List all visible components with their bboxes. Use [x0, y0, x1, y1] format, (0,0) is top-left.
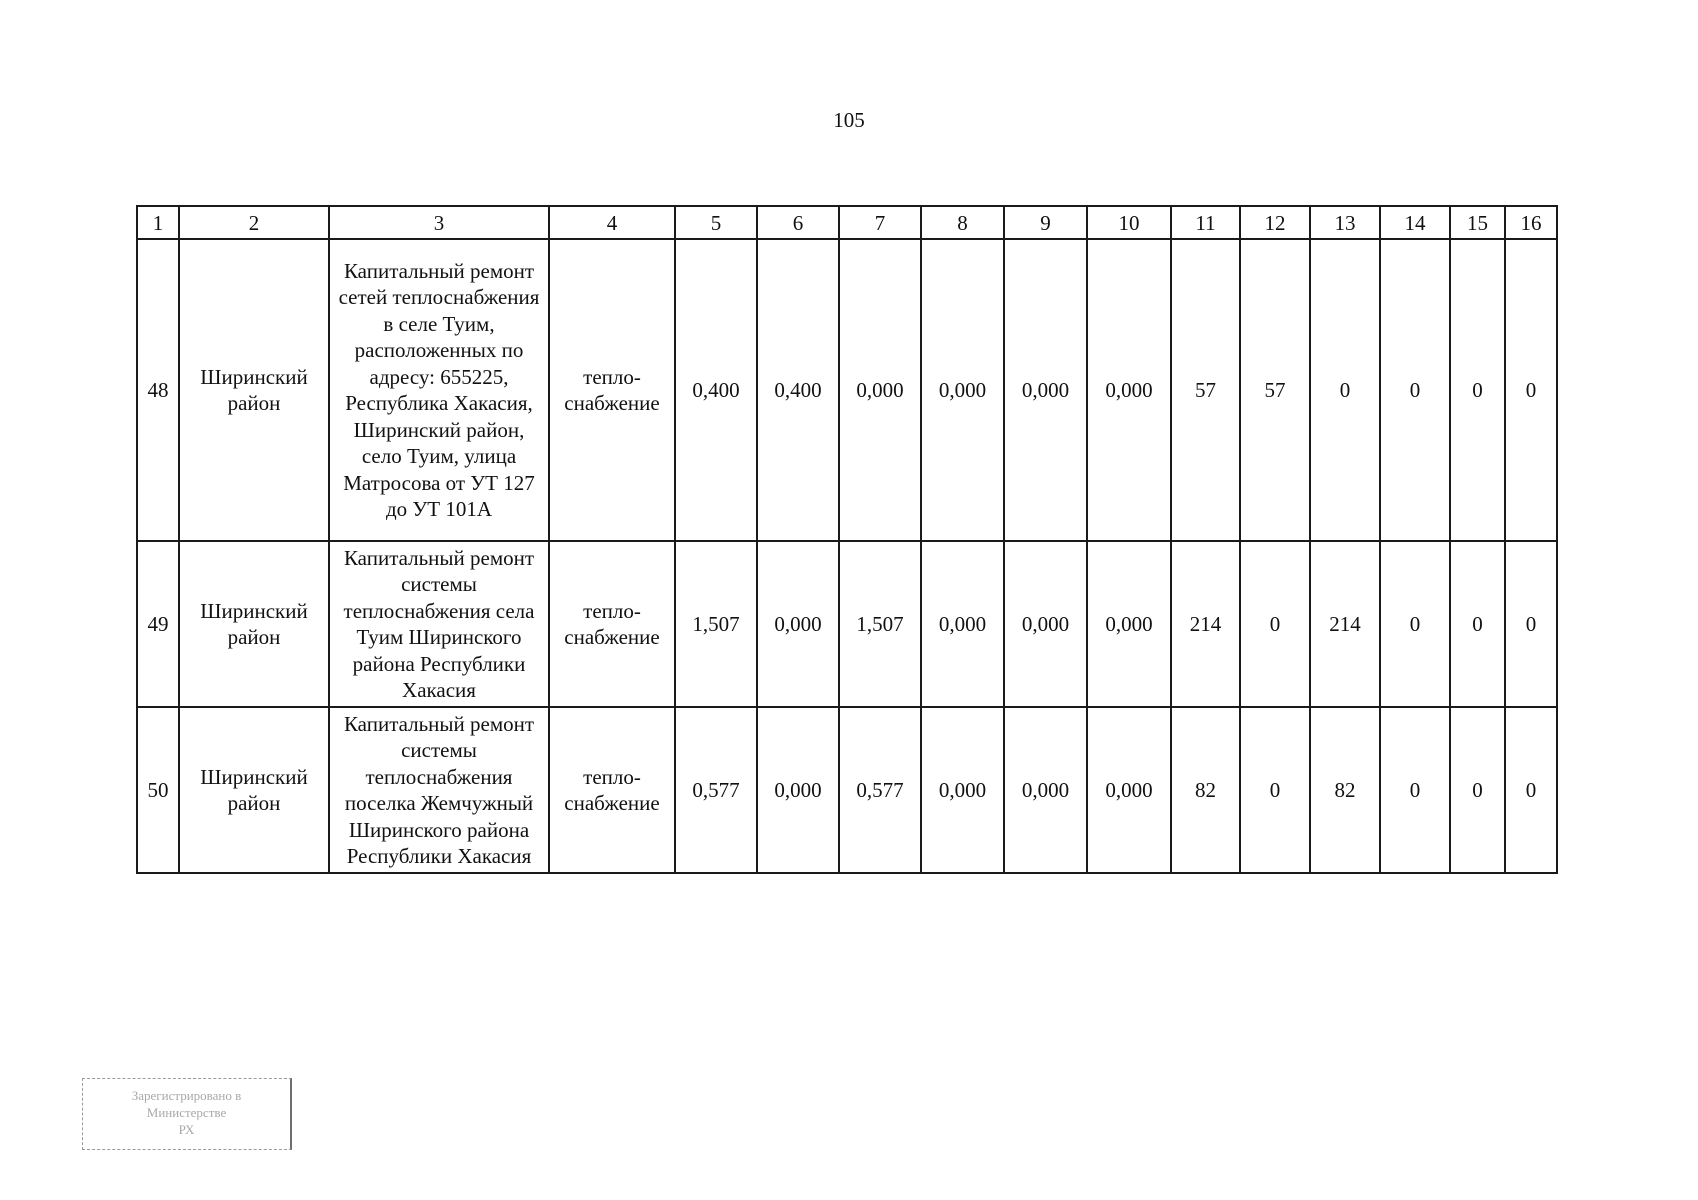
value-cell: 57	[1240, 239, 1310, 541]
column-header: 11	[1171, 206, 1240, 239]
value-cell: 1,507	[839, 541, 921, 707]
registration-stamp	[82, 1078, 292, 1150]
column-header: 6	[757, 206, 839, 239]
value-cell: 0	[1380, 541, 1450, 707]
type-cell: тепло-снабжение	[549, 541, 675, 707]
column-header: 4	[549, 206, 675, 239]
table-row	[137, 239, 1557, 541]
data-table	[136, 205, 1558, 874]
description-cell: Капитальный ремонт системы теплоснабжения села Туим Ширинского района Республики Хакасия	[329, 541, 549, 707]
value-cell: 0,000	[757, 707, 839, 873]
column-header: 1	[137, 206, 179, 239]
value-cell: 0	[1450, 707, 1505, 873]
value-cell: 0,577	[675, 707, 757, 873]
district-cell: Ширинский район	[179, 239, 329, 541]
column-header: 10	[1087, 206, 1171, 239]
value-cell: 0,000	[1087, 239, 1171, 541]
value-cell: 214	[1310, 541, 1380, 707]
value-cell: 0,000	[921, 707, 1004, 873]
column-header: 2	[179, 206, 329, 239]
value-cell: 1,507	[675, 541, 757, 707]
value-cell: 0	[1240, 707, 1310, 873]
value-cell: 0,000	[921, 239, 1004, 541]
value-cell: 0	[1380, 239, 1450, 541]
value-cell: 0,000	[1004, 239, 1087, 541]
value-cell: 0,400	[757, 239, 839, 541]
page-number: 105	[833, 108, 865, 132]
value-cell: 0	[1310, 239, 1380, 541]
value-cell: 0,000	[1004, 541, 1087, 707]
description-cell: Капитальный ремонт сетей теплоснабжения в селе Туим, расположенных по адресу: 655225, Республика Хакасия, Ширинский район, село Туим, улица Матросова от УТ 127 до УТ 101А	[329, 239, 549, 541]
value-cell: 0,000	[1087, 707, 1171, 873]
value-cell: 0	[1240, 541, 1310, 707]
stamp-line: РХ	[178, 1122, 195, 1137]
table-row	[137, 541, 1557, 707]
description-cell: Капитальный ремонт системы теплоснабжения поселка Жемчужный Ширинского района Республики Хакасия	[329, 707, 549, 873]
value-cell: 0,000	[757, 541, 839, 707]
value-cell: 0,000	[1087, 541, 1171, 707]
type-cell: тепло-снабжение	[549, 239, 675, 541]
column-header: 8	[921, 206, 1004, 239]
row-number: 48	[137, 239, 179, 541]
value-cell: 57	[1171, 239, 1240, 541]
column-header: 5	[675, 206, 757, 239]
value-cell: 0	[1450, 239, 1505, 541]
value-cell: 0,000	[921, 541, 1004, 707]
value-cell: 82	[1310, 707, 1380, 873]
column-header: 3	[329, 206, 549, 239]
value-cell: 0,577	[839, 707, 921, 873]
type-cell: тепло-снабжение	[549, 707, 675, 873]
district-cell: Ширинский район	[179, 707, 329, 873]
column-header: 14	[1380, 206, 1450, 239]
value-cell: 0,000	[839, 239, 921, 541]
column-header: 16	[1505, 206, 1557, 239]
value-cell: 0	[1380, 707, 1450, 873]
column-header: 7	[839, 206, 921, 239]
value-cell: 0	[1505, 541, 1557, 707]
district-cell: Ширинский район	[179, 541, 329, 707]
value-cell: 0	[1505, 239, 1557, 541]
stamp-line: Зарегистрировано в	[131, 1088, 242, 1103]
value-cell: 82	[1171, 707, 1240, 873]
row-number: 49	[137, 541, 179, 707]
value-cell: 0	[1505, 707, 1557, 873]
value-cell: 0,400	[675, 239, 757, 541]
value-cell: 0,000	[1004, 707, 1087, 873]
column-header: 15	[1450, 206, 1505, 239]
column-header: 13	[1310, 206, 1380, 239]
stamp-line: Министерстве	[146, 1105, 227, 1120]
table-container	[136, 205, 1556, 874]
column-header: 9	[1004, 206, 1087, 239]
row-number: 50	[137, 707, 179, 873]
column-number-header-row	[137, 206, 1557, 239]
table-row	[137, 707, 1557, 873]
column-header: 12	[1240, 206, 1310, 239]
value-cell: 0	[1450, 541, 1505, 707]
value-cell: 214	[1171, 541, 1240, 707]
